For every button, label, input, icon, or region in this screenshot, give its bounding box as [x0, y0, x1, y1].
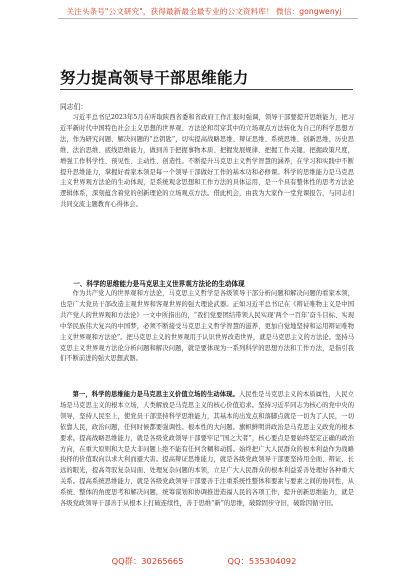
header-divider — [58, 18, 358, 19]
paragraph-section-1: 作为共产党人的世界观和方法论，马克思主义哲学是各级领导干部分析问题和解决问题的看家本领，也是广大党员干部改造主观世界和客观世界的强大理论武器。正如习近平总书记在《辩证唯物主义是中国共产党人的世界观和方法论》一文中所指出的，“我们党要团结带领人民实现‘两个一百年’奋斗目标、实现中华民族伟大复兴的中国梦，必须不断接受马克思主义哲学智慧的滋养，更加自觉地坚持和运用辩证唯物主义世界观和方法论”。把马克思主义的世界观用于认识世界改造世界，就是马克思主义的方法论。坚持马克思主义世界观方法论分析问题和解决问题，就是要体现为一系列科学的思想方法和工作方法，是指引我们不断前进的强大思想武器。 — [60, 290, 354, 363]
qq-number: QQ：535304092 — [227, 556, 297, 566]
paragraph-point-1 — [60, 390, 354, 550]
page-title: 努力提高领导干部思维能力 — [60, 69, 249, 87]
qq-group: QQ群：30265665 — [111, 556, 184, 566]
section-heading-1: 一、科学的思维能力是马克思主义世界观方法论的生动体现 — [73, 280, 245, 288]
top-banner: 关注头条号"公文研究"，获得最新最全最专业的公文资料库！ 微信：gongwenyj — [66, 7, 342, 16]
greeting: 同志们： — [60, 103, 88, 111]
footer-contact — [0, 555, 408, 567]
paragraph-intro: 习近平总书记2023年5月在听取陕西省委和省政府工作汇报时强调，领导干部要提升思维能力，把习近平新时代中国特色社会主义思想的世界观、方法论和贯穿其中的立场观点方法转化为自己的科学思想方法，作为研究问题、解决问题的“总钥匙”，切实提高战略思维、辩证思维、系统思维、创新思维、历史思维、法治思维、底线思维能力，做到善于把握事物本质、把握发展规律、把握工作关键，把握政策尺度，增强工作科学性、预见性、主动性、创造性。不断提升马克思主义哲学智慧的涵养，在学习和实践中不断提升思维能力，掌握好看家本领是每一个领导干部做好工作的基本功和必修课。科学的思维能力是马克思主义世界观方法论的生动体现，是系统观念思想和工作方法的具体运用，是一个具有整体性的思考方法论逻辑体系，深刻蕴含着党的创新理论的立场观点方法。借此机会，由我为大家作一堂党课报告，与同志们共同交流主题教育心得体会。 — [60, 114, 354, 209]
title-divider — [60, 89, 353, 90]
point-1-lead: 第一，科学的思维能力是马克思主义价值立场的生动体现。 — [72, 391, 239, 398]
point-1-text: 人民性是马克思主义的本质属性，人民立场是马克思主义的根本立场，人类解放是马克思主义的核心价值追求。坚持习近平同志为核心的党中央的领导，坚持人民至上，使党员干部坚持科学思维能力，其基本的出发点和落脚点就是一切为了人民，一切依靠人民，政治问题，任何时候都要强调性。根本性的大问题。旗帜鲜明讲政治是马克思主义政党的根本要求。提高战略思维能力，就是各级党政领导干部要牢记“国之大者”，核心要点是要始终坚定正确的政治方向，在重大原则和大是大非问题上绝不能有任何含糊和动摇。始终把广大人民群众的根本利益作为战略抉择的价值取向以求大利而避大害。提高辩证思维能力，就是各级党政领导干部要坚持用全面、辩证、长远的眼光，提高驾驭复杂局面、处理复杂问题的本领，立足广大人民群众的根本利益妥善处理好各种重大关系。提高系统思维能力，就是各级党政领导干部要善于注重系统性整体和要素与要素之间的协同性，从系统、整体的角度思考和解决问题，统筹谋划和协调推进造福人民的各项工作，提升创新思维能力，就是各级党政领导干部善于从根本上打破连续性，善于思维“新”的思维，破除固步守旧，破除因循守旧。 — [60, 391, 354, 508]
